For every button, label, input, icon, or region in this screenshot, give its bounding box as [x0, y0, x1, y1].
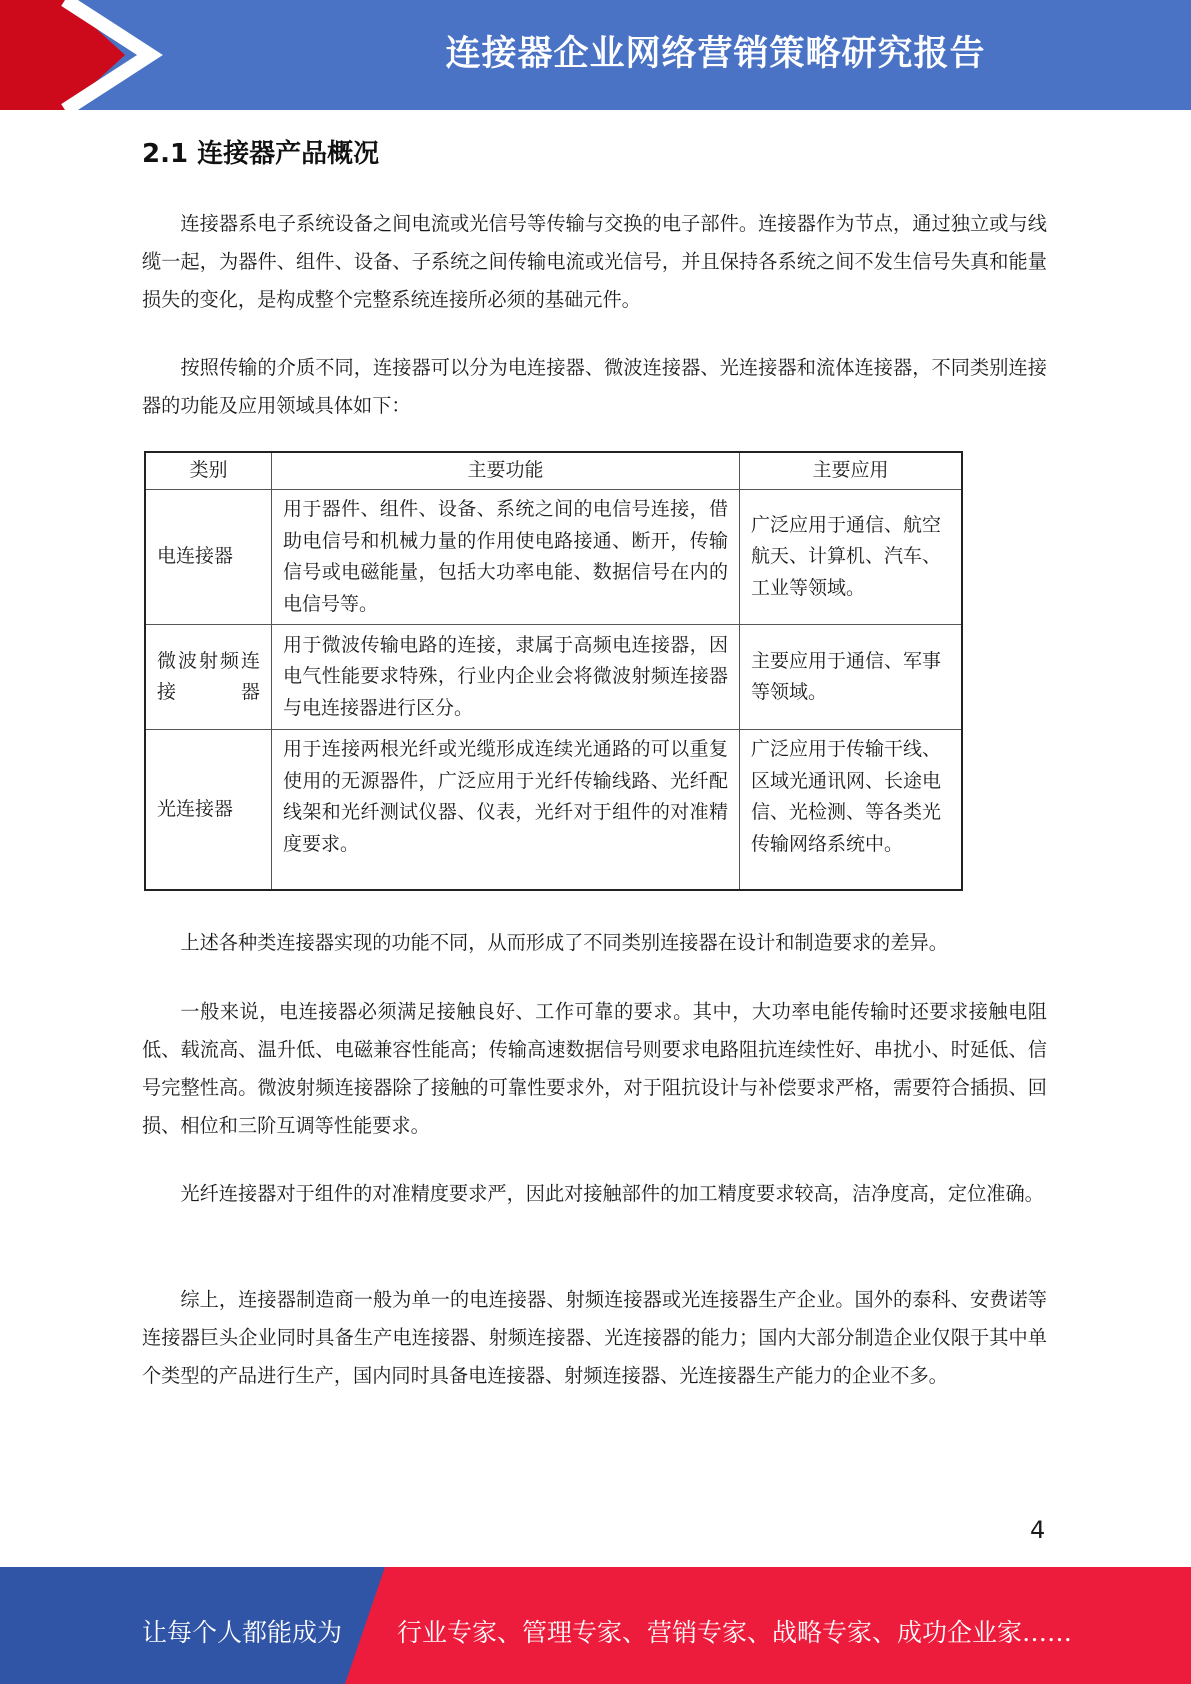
table-cell-function: 用于连接两根光纤或光缆形成连续光通路的可以重复使用的无源器件，广泛应用于光纤传输线路、光纤配线架和光纤测试仪器、仪表，光纤对于组件的对准精度要求。 — [272, 730, 740, 891]
header-banner — [0, 0, 1191, 110]
section-heading: 2.1 连接器产品概况 — [142, 139, 380, 169]
report-title: 连接器企业网络营销策略研究报告 — [445, 34, 986, 74]
footer-slogan-right: 行业专家、管理专家、营销专家、战略专家、成功企业家…… — [397, 1618, 1073, 1647]
table-cell-function: 用于器件、组件、设备、系统之间的电信号连接，借助电信号和机械力量的作用使电路接通、断开，传输信号或电磁能量，包括大功率电能、数据信号在内的电信号等。 — [272, 490, 740, 625]
connector-types-table — [144, 451, 963, 891]
footer-slogan-left: 让每个人都能成为 — [142, 1618, 343, 1647]
table-cell-category: 电连接器 — [145, 490, 272, 625]
paragraph-requirements: 一般来说，电连接器必须满足接触良好、工作可靠的要求。其中，大功率电能传输时还要求接触电阻低、载流高、温升低、电磁兼容性能高；传输高速数据信号则要求电路阻抗连续性好、串扰小、时延低、信号完整性高。微波射频连接器除了接触的可靠性要求外，对于阻抗设计与补偿要求严格，需要符合插损、回损、相位和三阶互调等性能要求。 — [142, 1000, 1047, 1137]
table-header-application: 主要应用 — [740, 452, 963, 490]
table-cell-category: 光连接器 — [145, 730, 272, 891]
paragraph-differences: 上述各种类连接器实现的功能不同，从而形成了不同类别连接器在设计和制造要求的差异。 — [180, 931, 948, 954]
paragraph-optical: 光纤连接器对于组件的对准精度要求严，因此对接触部件的加工精度要求较高，洁净度高，定位准确。 — [180, 1182, 1044, 1205]
table-row — [145, 625, 962, 730]
table-row — [145, 730, 962, 891]
table-header-category: 类别 — [145, 452, 272, 490]
table-cell-category: 微波射频连接器 — [145, 625, 272, 730]
page-number: 4 — [1030, 1516, 1046, 1544]
paragraph-summary: 综上，连接器制造商一般为单一的电连接器、射频连接器或光连接器生产企业。国外的泰科、安费诺等连接器巨头企业同时具备生产电连接器、射频连接器、光连接器的能力；国内大部分制造企业仅限于其中单个类型的产品进行生产，国内同时具备电连接器、射频连接器、光连接器生产能力的企业不多。 — [142, 1288, 1047, 1387]
table-header-function: 主要功能 — [272, 452, 740, 490]
paragraph-classification: 按照传输的介质不同，连接器可以分为电连接器、微波连接器、光连接器和流体连接器，不同类别连接器的功能及应用领域具体如下： — [142, 356, 1047, 417]
table-cell-application: 主要应用于通信、军事 等领域。 — [740, 625, 963, 730]
table-cell-application: 广泛应用于传输干线、区域光通讯网、长途电 信、光检测、等各类光 传输网络系统中。 — [740, 730, 963, 891]
table-cell-application: 广泛应用于通信、航空 航天、计算机、汽车、 工业等领域。 — [740, 490, 963, 625]
footer-banner — [0, 1567, 1191, 1684]
table-header-row — [145, 452, 962, 490]
table-cell-function: 用于微波传输电路的连接，隶属于高频电连接器，因电气性能要求特殊，行业内企业会将微波射频连接器与电连接器进行区分。 — [272, 625, 740, 730]
paragraph-definition: 连接器系电子系统设备之间电流或光信号等传输与交换的电子部件。连接器作为节点，通过独立或与线缆一起，为器件、组件、设备、子系统之间传输电流或光信号，并且保持各系统之间不发生信号失真和能量损失的变化，是构成整个完整系统连接所必须的基础元件。 — [142, 212, 1047, 311]
table-row — [145, 490, 962, 625]
